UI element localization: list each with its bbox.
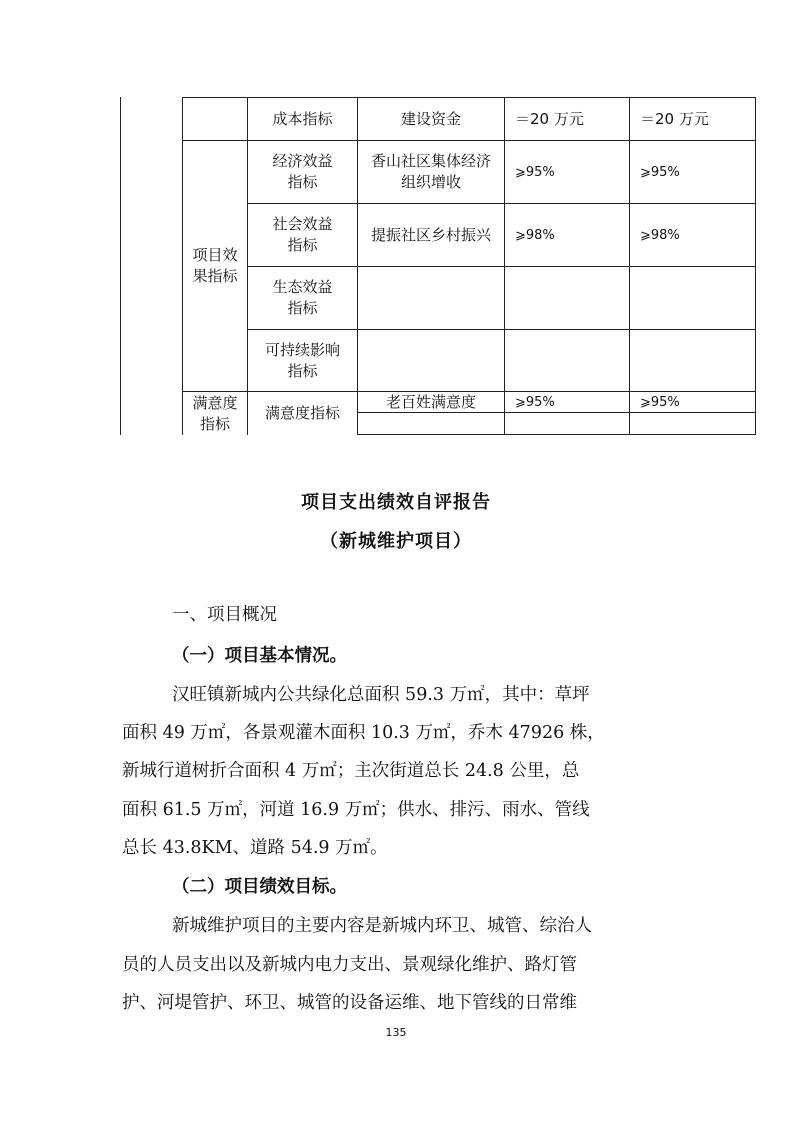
paragraph-line: 护、河堤管护、环卫、城管的设备运维、地下管线的日常维 [122,993,577,1013]
sub-indicator-cell: 社会效益 指标 [272,215,333,254]
page-number: 135 [385,1026,407,1039]
target-cell: ＝20 万元 [515,109,584,128]
subsection-heading: （一）项目基本情况。 [172,646,347,666]
sub-indicator-cell: 满意度指标 [264,403,340,422]
paragraph-line: 新城行道树折合面积 4 万㎡；主次街道总长 24.8 公里，总 [122,761,580,781]
group-effect-indicators: 项目效 果指标 [192,246,238,285]
indicator-cell [358,330,504,391]
report-subtitle: （新城维护项目） [320,531,472,552]
performance-indicator-table [0,0,792,440]
sub-indicator-cell: 生态效益 指标 [272,278,333,317]
indicator-cell [358,267,504,329]
group-satisfaction-indicators: 满意度 指标 [192,393,238,433]
paragraph-line: 新城维护项目的主要内容是新城内环卫、城管、综治人 [172,916,592,936]
subsection-heading: （二）项目绩效目标。 [172,877,347,897]
indicator-cell: 老百姓满意度 [385,392,476,411]
section-heading: 一、项目概况 [172,605,277,625]
table-line [357,434,756,435]
paragraph-line: 面积 49 万㎡，各景观灌木面积 10.3 万㎡，乔木 47926 株， [122,723,605,743]
sub-indicator-cell: 经济效益 指标 [272,152,333,191]
table-line [120,97,121,435]
paragraph-line: 总长 43.8KM、道路 54.9 万㎡。 [122,838,388,858]
report-title: 项目支出绩效自评报告 [301,492,491,513]
indicator-cell: 建设资金 [400,109,461,128]
indicator-cell: 香山社区集体经济 组织增收 [370,152,491,191]
actual-cell: ⩾95% [640,394,680,410]
sub-indicator-cell: 可持续影响 指标 [264,340,340,380]
paragraph-line: 员的人员支出以及新城内电力支出、景观绿化维护、路灯管 [122,955,577,975]
paragraph-line: 汉旺镇新城内公共绿化总面积 59.3 万㎡，其中：草坪 [172,685,590,705]
target-cell [505,330,629,391]
target-cell: ⩾95% [515,164,555,180]
actual-cell: ⩾95% [640,164,680,180]
target-cell: ⩾95% [515,394,555,410]
target-cell [505,267,629,329]
paragraph-line: 面积 61.5 万㎡，河道 16.9 万㎡；供水、排污、雨水、管线 [122,800,590,820]
indicator-cell: 提振社区乡村振兴 [370,225,491,244]
sub-indicator-cell: 成本指标 [272,109,333,128]
target-cell: ⩾98% [515,227,555,243]
actual-cell [630,267,755,329]
table-line [755,97,756,435]
actual-cell: ⩾98% [640,227,680,243]
actual-cell: ＝20 万元 [640,109,709,128]
actual-cell [630,330,755,391]
